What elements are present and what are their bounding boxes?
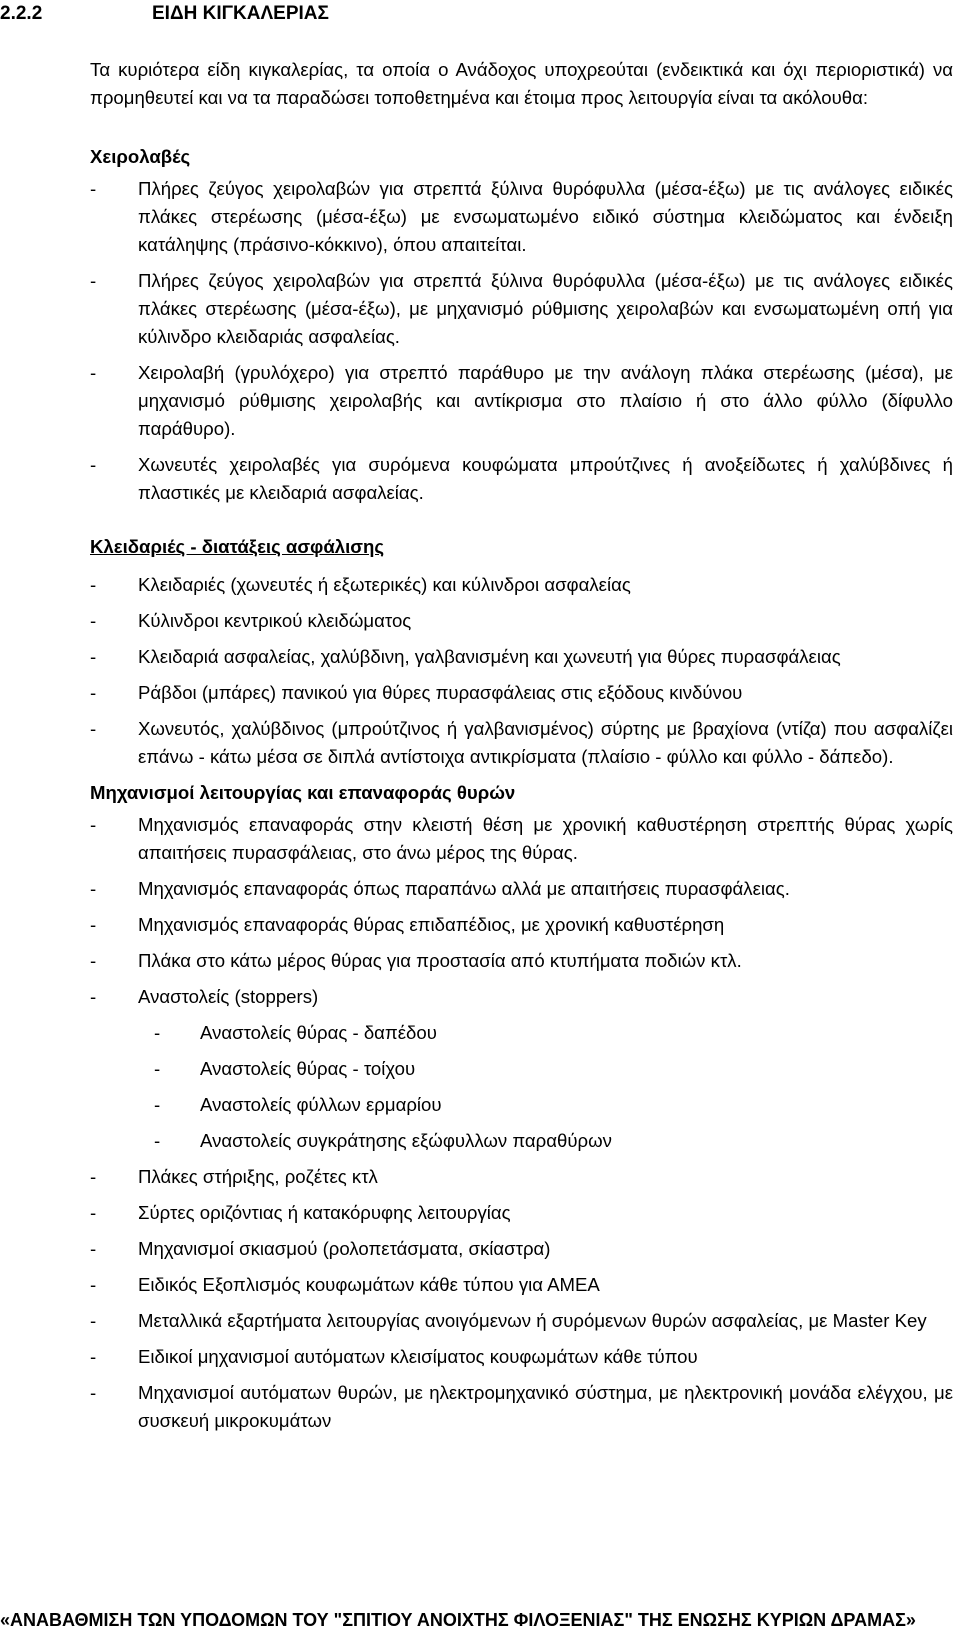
list-item [90,811,953,867]
section-heading [0,0,329,28]
list-item-text: Αναστολείς συγκράτησης εξώφυλλων παραθύρων [200,1130,612,1151]
bullet-dash: - [90,1166,97,1187]
list-item-text: Χειρολαβή (γρυλόχερο) για στρεπτό παράθυρο με την ανάλογη πλάκα στερέωσης (μέσα), με μηχανισμό ρύθμισης χειρολαβής και αντίκρισμα στο πλαίσιο ή στο άλλο φύλλο (δίφυλλο παράθυρο). [138,362,953,439]
list-item-text: Χωνευτές χειρολαβές για συρόμενα κουφώματα μπρούτζινες ή ανοξείδωτες ή χαλύβδινες ή πλαστικές με κλειδαριά ασφαλείας. [138,454,953,503]
list-item [90,1379,953,1435]
list-item [90,1199,953,1227]
bullet-dash: - [90,1382,97,1403]
list-item-text: Αναστολείς φύλλων ερμαρίου [200,1094,442,1115]
bullet-dash: - [90,718,97,739]
list-item [90,607,953,635]
list-item [90,571,953,599]
list-mechanisms-a [90,811,953,1011]
list-item-text: Μηχανισμός επαναφοράς θύρας επιδαπέδιος, με χρονική καθυστέρηση [138,914,725,935]
list-item-text: Μηχανισμοί αυτόματων θυρών, με ηλεκτρομηχανικό σύστημα, με ηλεκτρονική μονάδα ελέγχου, με συσκευή μικροκυμάτων [138,1382,953,1431]
list-item-text: Ειδικός Εξοπλισμός κουφωμάτων κάθε τύπου για ΑΜΕΑ [138,1274,600,1295]
list-item [90,1343,953,1371]
bullet-dash: - [90,1346,97,1367]
list-mechanisms-b [90,1163,953,1435]
list-item-text: Πλήρες ζεύγος χειρολαβών για στρεπτά ξύλινα θυρόφυλλα (μέσα-έξω) με τις ανάλογες ειδικές πλάκες στερέωσης (μέσα-έξω), με μηχανισμό ρύθμισης χειρολαβών και ενσωματωμένη οπή για κύλινδρο κλειδαριάς ασφαλείας. [138,270,953,347]
list-item-text: Κύλινδροι κεντρικού κλειδώματος [138,610,412,631]
list-item-text: Αναστολείς θύρας - δαπέδου [200,1022,437,1043]
bullet-dash: - [90,1310,97,1331]
list-item [90,359,953,443]
list-item [90,715,953,771]
list-item [90,679,953,707]
bullet-dash: - [90,814,97,835]
list-item [90,1163,953,1191]
list-item [90,875,953,903]
list-item-text: Πλάκες στήριξης, ροζέτες κτλ [138,1166,378,1187]
bullet-dash: - [90,986,97,1007]
bullet-dash: - [154,1058,161,1079]
list-item [90,947,953,975]
section-number: 2.2.2 [0,3,43,24]
bullet-dash: - [90,610,97,631]
bullet-dash: - [90,454,97,475]
list-item-text: Πλάκα στο κάτω μέρος θύρας για προστασία από κτυπήματα ποδιών κτλ. [138,950,742,971]
list-item-text: Κλειδαριά ασφαλείας, χαλύβδινη, γαλβανισμένη και χωνευτή για θύρες πυρασφάλειας [138,646,841,667]
list-item [90,983,953,1011]
bullet-dash: - [90,914,97,935]
bullet-dash: - [154,1130,161,1151]
section-title: ΕΙΔΗ ΚΙΓΚΑΛΕΡΙΑΣ [152,3,329,24]
document-body [90,143,953,1443]
list-item-text: Χωνευτός, χαλύβδινος (μπρούτζινος ή γαλβανισμένος) σύρτης με βραχίονα (ντίζα) που ασφαλίζει επάνω - κάτω μέσα σε διπλά αντίστοιχα αντικρίσματα (πλαίσιο - φύλλο και φύλλο - δάπεδο). [138,718,953,767]
bullet-dash: - [90,1274,97,1295]
subheading-mechanisms: Μηχανισμοί λειτουργίας και επαναφοράς θυρών [90,782,516,803]
subheading-locks: Κλειδαριές - διατάξεις ασφάλισης [90,536,385,557]
list-item-text: Αναστολείς (stoppers) [138,986,319,1007]
bullet-dash: - [90,878,97,899]
list-item-text: Αναστολείς θύρας - τοίχου [200,1058,416,1079]
list-stoppers [90,1019,953,1155]
list-item [154,1055,953,1083]
page-footer: «ΑΝΑΒΑΘΜΙΣΗ ΤΩΝ ΥΠΟΔΟΜΩΝ ΤΟΥ "ΣΠΙΤΙΟΥ ΑΝΟΙΧΤΗΣ ΦΙΛΟΞΕΝΙΑΣ" ΤΗΣ ΕΝΩΣΗΣ ΚΥΡΙΩΝ ΔΡΑΜΑΣ» [0,1610,916,1630]
list-item [90,1235,953,1263]
list-item [154,1127,953,1155]
bullet-dash: - [154,1022,161,1043]
bullet-dash: - [90,682,97,703]
list-item-text: Πλήρες ζεύγος χειρολαβών για στρεπτά ξύλινα θυρόφυλλα (μέσα-έξω) με τις ανάλογες ειδικές πλάκες στερέωσης (μέσα-έξω) με ενσωματωμένο ειδικό σύστημα κλειδώματος και ένδειξη κατάληψης (πράσινο-κόκκινο), όπου απαιτείται. [138,178,953,255]
list-item [90,1271,953,1299]
list-item-text: Μηχανισμοί σκιασμού (ρολοπετάσματα, σκίαστρα) [138,1238,551,1259]
bullet-dash: - [90,950,97,971]
bullet-dash: - [90,362,97,383]
list-item [90,267,953,351]
list-locks [90,571,953,771]
bullet-dash: - [90,178,97,199]
subheading-handles: Χειρολαβές [90,146,191,167]
list-handles [90,175,953,507]
bullet-dash: - [90,1238,97,1259]
bullet-dash: - [90,1202,97,1223]
list-item [154,1019,953,1047]
bullet-dash: - [154,1094,161,1115]
bullet-dash: - [90,574,97,595]
list-item [90,175,953,259]
list-item [90,451,953,507]
list-item-text: Μεταλλικά εξαρτήματα λειτουργίας ανοιγόμενων ή συρόμενων θυρών ασφαλείας, με Master Key [138,1310,927,1331]
list-item-text: Ειδικοί μηχανισμοί αυτόματων κλεισίματος κουφωμάτων κάθε τύπου [138,1346,698,1367]
intro-paragraph: Τα κυριότερα είδη κιγκαλερίας, τα οποία ο Ανάδοχος υποχρεούται (ενδεικτικά και όχι περιοριστικά) να προμηθευτεί και να τα παραδώσει τοποθετημένα και έτοιμα προς λειτουργία είναι τα ακόλουθα: [90,59,953,108]
bullet-dash: - [90,646,97,667]
list-item-text: Μηχανισμός επαναφοράς στην κλειστή θέση με χρονική καθυστέρηση στρεπτής θύρας χωρίς απαιτήσεις πυρασφάλειας, στο άνω μέρος της θύρας. [138,814,953,863]
list-item [90,1307,953,1335]
bullet-dash: - [90,270,97,291]
list-item [90,911,953,939]
list-item-text: Μηχανισμός επαναφοράς όπως παραπάνω αλλά με απαιτήσεις πυρασφάλειας. [138,878,790,899]
list-item-text: Σύρτες οριζόντιας ή κατακόρυφης λειτουργίας [138,1202,511,1223]
list-item [90,643,953,671]
list-item-text: Ράβδοι (μπάρες) πανικού για θύρες πυρασφάλειας στις εξόδους κινδύνου [138,682,743,703]
list-item [154,1091,953,1119]
list-item-text: Κλειδαριές (χωνευτές ή εξωτερικές) και κύλινδροι ασφαλείας [138,574,631,595]
